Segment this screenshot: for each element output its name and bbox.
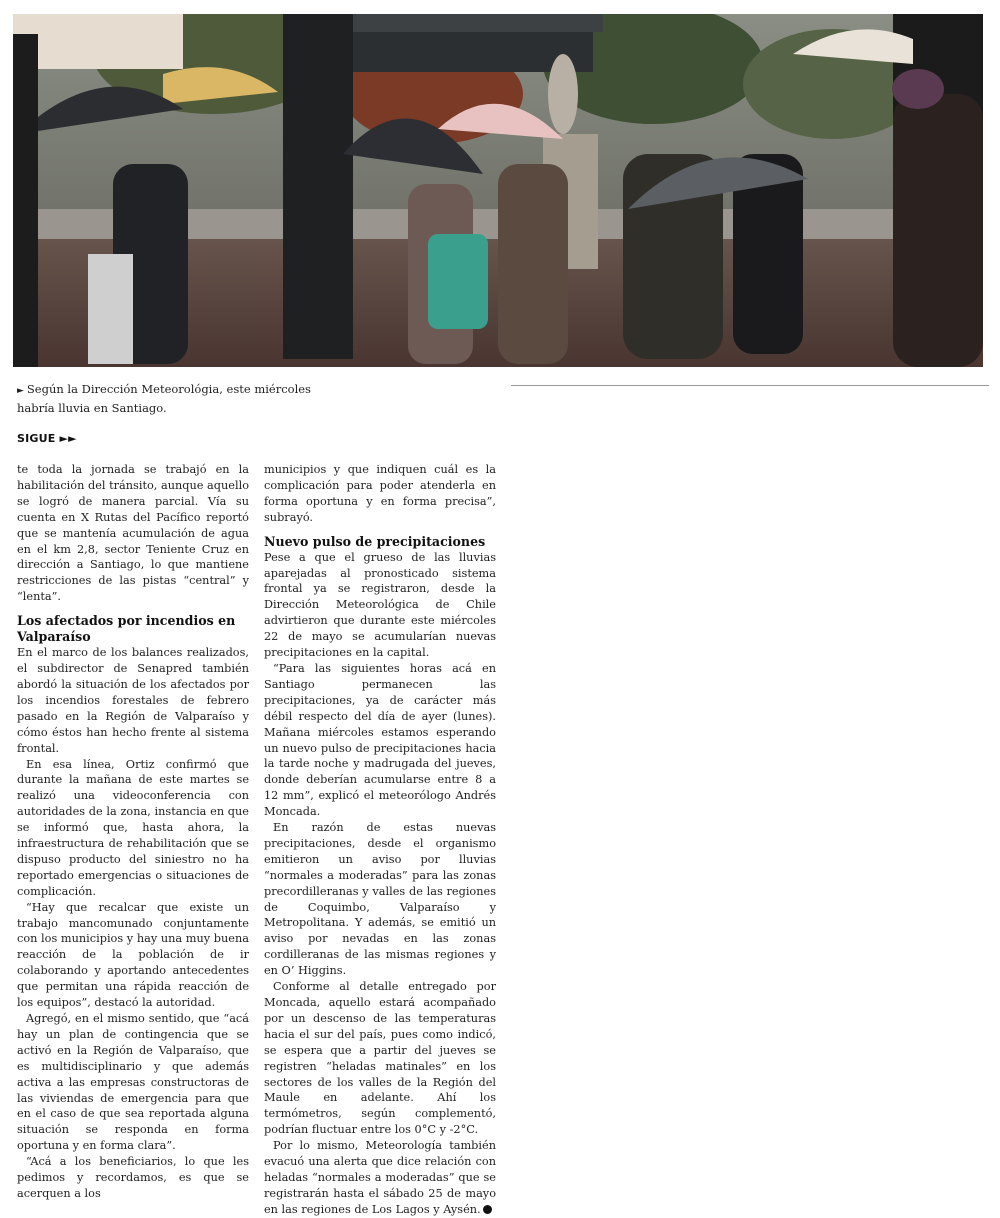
caption-marker-icon: ► [17, 386, 24, 396]
paragraph-text: Por lo mismo, Meteorología también evacuó una alerta que dice relación con heladas “normales a moderadas” que se registrarán hasta el sábado 25 de mayo en las regiones de Los Lagos y Aysén. [264, 1139, 496, 1216]
paragraph: municipios y que indiquen cuál es la complicación para poder atenderla en forma oportuna y en forma precisa”, subrayó. [264, 463, 496, 524]
divider-line [511, 385, 989, 386]
paragraph: En el marco de los balances realizados, el subdirector de Senapred también abordó la situación de los afectados por los incendios forestales de febrero pasado en la Región de Valparaíso y cómo éstos han hecho frente al sistema frontal. [17, 646, 249, 755]
news-photo-rainy-street [13, 14, 983, 367]
section-heading: Nuevo pulso de precipitaciones [264, 533, 486, 549]
continued-label: SIGUE ►► [17, 432, 77, 445]
photo-illustration [13, 14, 983, 367]
article-column-right [264, 462, 496, 1218]
paragraph: Agregó, en el mismo sentido, que “acá hay un plan de contingencia que se activó en la Región de Valparaíso, que es multidisciplinario y que además activa a las empresas constructoras de las viviendas de emergencia para que en el caso de que sea reportada alguna situación se responda en forma oportuna y en forma clara”. [17, 1012, 249, 1153]
paragraph: Pese a que el grueso de las lluvias aparejadas al pronosticado sistema frontal ya se registraron, desde la Dirección Meteorológica de Chile advirtieron que durante este miércoles 22 de mayo se acumularían nuevas precipitaciones en la capital. [264, 550, 496, 660]
paragraph: En razón de estas nuevas precipitaciones, desde el organismo emitieron un aviso por lluvias “normales a moderadas” para las zonas precordilleranas y valles de las regiones de Coquimbo, Valparaíso y Metropolitana. Y además, se emitió un aviso por nevadas en las zonas cordilleranas de las mismas regiones y en O’ Higgins. [264, 821, 496, 978]
end-of-article-icon [483, 1205, 492, 1214]
paragraph: Conforme al detalle entregado por Moncada, aquello estará acompañado por un descenso de las temperaturas hacia el sur del país, pues como indicó, se espera que a partir del jueves se registren “heladas matinales” en los sectores de los valles de la Región del Maule en adelante. Ahí los termómetros, según complementó, podrían fluctuar entre los 0°C y -2°C. [264, 980, 496, 1137]
section-heading: Los afectados por incendios en Valparaíso [17, 613, 236, 645]
article-column-left [17, 462, 249, 1202]
caption-text: Según la Dirección Meteorológia, este miércoles habría lluvia en Santiago. [17, 382, 311, 415]
paragraph: te toda la jornada se trabajó en la habilitación del tránsito, aunque aquello se logró de manera parcial. Vía su cuenta en X Rutas del Pacífico reportó que se mantenía acumulación de agua en el km 2,8, sector Teniente Cruz en dirección a Santiago, lo que mantiene restricciones de las pistas “central” y “lenta”. [17, 463, 249, 604]
paragraph: En esa línea, Ortiz confirmó que durante la mañana de este martes se realizó una videoconferencia con autoridades de la zona, instancia en que se informó que, hasta ahora, la infraestructura de rehabilitación que se dispuso producto del siniestro no ha reportado emergencias o situaciones de complicación. [17, 757, 249, 898]
paragraph: “Hay que recalcar que existe un trabajo mancomunado conjuntamente con los municipios y hay una muy buena reacción de la población de ir colaborando y aportando antecedentes que permitan una rápida reacción de los equipos”, destacó la autoridad. [17, 900, 249, 1010]
paragraph-final [264, 1138, 496, 1218]
paragraph: “Para las siguientes horas acá en Santiago permanecen las precipitaciones, ya de carácter más débil respecto del día de ayer (lunes). Mañana miércoles estamos esperando un nuevo pulso de precipitaciones hacia la tarde noche y madrugada del jueves, donde deberían acumularse entre 8 a 12 mm”, explicó el meteorólogo Andrés Moncada. [264, 661, 496, 819]
photo-caption [17, 381, 317, 416]
paragraph: “Acá a los beneficiarios, lo que les pedimos y recordamos, es que se acerquen a los [17, 1155, 249, 1200]
